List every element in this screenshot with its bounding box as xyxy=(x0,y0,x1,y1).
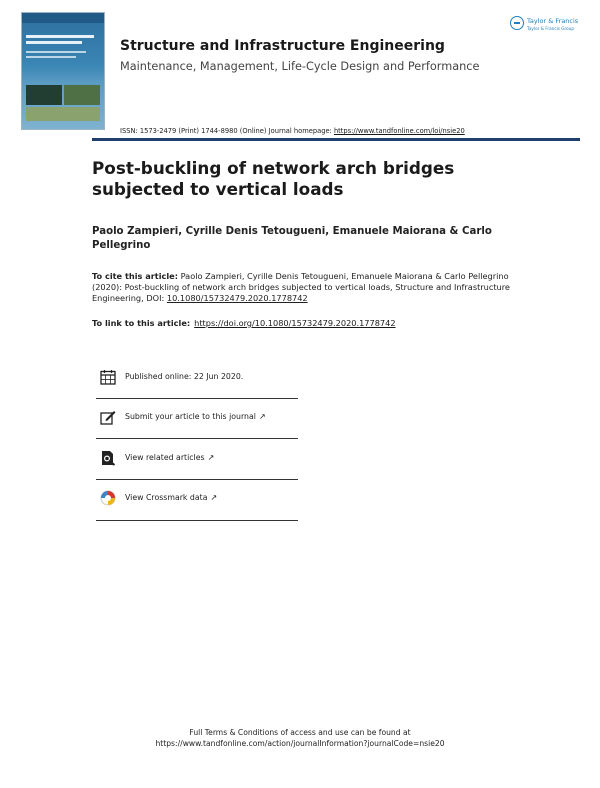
list-divider xyxy=(96,520,298,521)
taylor-francis-logo[interactable] xyxy=(510,15,582,39)
related-articles-label: View related articles ↗ xyxy=(125,453,215,462)
external-link-icon: ↗ xyxy=(207,453,215,462)
citation-block xyxy=(92,271,532,304)
view-crossmark-link[interactable] xyxy=(96,482,298,522)
journal-homepage-link[interactable]: https://www.tandfonline.com/loi/nsie20 xyxy=(333,127,465,135)
related-articles-icon xyxy=(100,450,116,466)
list-divider xyxy=(96,479,298,480)
footer-terms-text: Full Terms & Conditions of access and use can be found at xyxy=(189,728,411,737)
doi-link[interactable]: 10.1080/15732479.2020.1778742 xyxy=(166,293,308,303)
cover-title-line xyxy=(26,41,82,44)
article-authors: Paolo Zampieri, Cyrille Denis Tetougueni, Emanuele Maiorana & Carlo Pellegrino xyxy=(92,226,492,251)
logo-circle-icon xyxy=(510,16,524,30)
cover-title-line xyxy=(26,35,94,38)
list-divider xyxy=(96,398,298,399)
crossmark-icon xyxy=(100,490,116,506)
published-online-text: Published online: 22 Jun 2020. xyxy=(125,372,244,381)
logo-brand-text: Taylor & Francis xyxy=(527,17,579,25)
crossmark-label: View Crossmark data ↗ xyxy=(125,493,218,502)
edit-icon xyxy=(100,409,116,425)
submit-article-label: Submit your article to this journal ↗ xyxy=(125,412,266,421)
cover-photo xyxy=(64,85,100,105)
citation-text: Paolo Zampieri, Cyrille Denis Tetougueni, Emanuele Maiorana & Carlo Pellegrino (2020): Post-buckling of network arch bridges subjected to vertical loads, Structure and Infrastructure Engineering, DOI: xyxy=(92,271,510,303)
calendar-icon xyxy=(100,369,116,385)
terms-footer xyxy=(0,727,600,749)
submit-article-link[interactable] xyxy=(96,401,298,441)
journal-cover-image xyxy=(21,12,105,130)
journal-subtitle: Maintenance, Management, Life-Cycle Design and Performance xyxy=(120,60,480,73)
view-related-articles-link[interactable] xyxy=(96,442,298,482)
link-label: To link to this article: xyxy=(92,318,191,328)
issn-line xyxy=(120,127,465,135)
cover-top-bar xyxy=(22,13,104,23)
issn-text: ISSN: 1573-2479 (Print) 1744-8980 (Online) Journal homepage: xyxy=(120,127,334,135)
external-link-icon: ↗ xyxy=(258,412,266,421)
published-online-row xyxy=(96,361,298,401)
cover-photo xyxy=(26,107,100,121)
list-divider xyxy=(96,438,298,439)
article-doi-url-link[interactable]: https://doi.org/10.1080/15732479.2020.1778742 xyxy=(194,318,396,328)
article-link-line xyxy=(92,318,532,328)
cover-photo xyxy=(26,85,62,105)
journal-title: Structure and Infrastructure Engineering xyxy=(120,38,445,54)
cover-subtitle-line xyxy=(26,56,76,58)
article-title: Post-buckling of network arch bridges subjected to vertical loads xyxy=(92,158,455,199)
header-divider xyxy=(92,138,580,141)
citation-label: To cite this article: xyxy=(92,271,178,281)
external-link-icon: ↗ xyxy=(210,493,218,502)
logo-sub-text: Taylor & Francis Group xyxy=(527,26,575,31)
footer-journal-info-link[interactable]: https://www.tandfonline.com/action/journalInformation?journalCode=nsie20 xyxy=(155,739,445,748)
cover-subtitle-line xyxy=(26,51,86,53)
